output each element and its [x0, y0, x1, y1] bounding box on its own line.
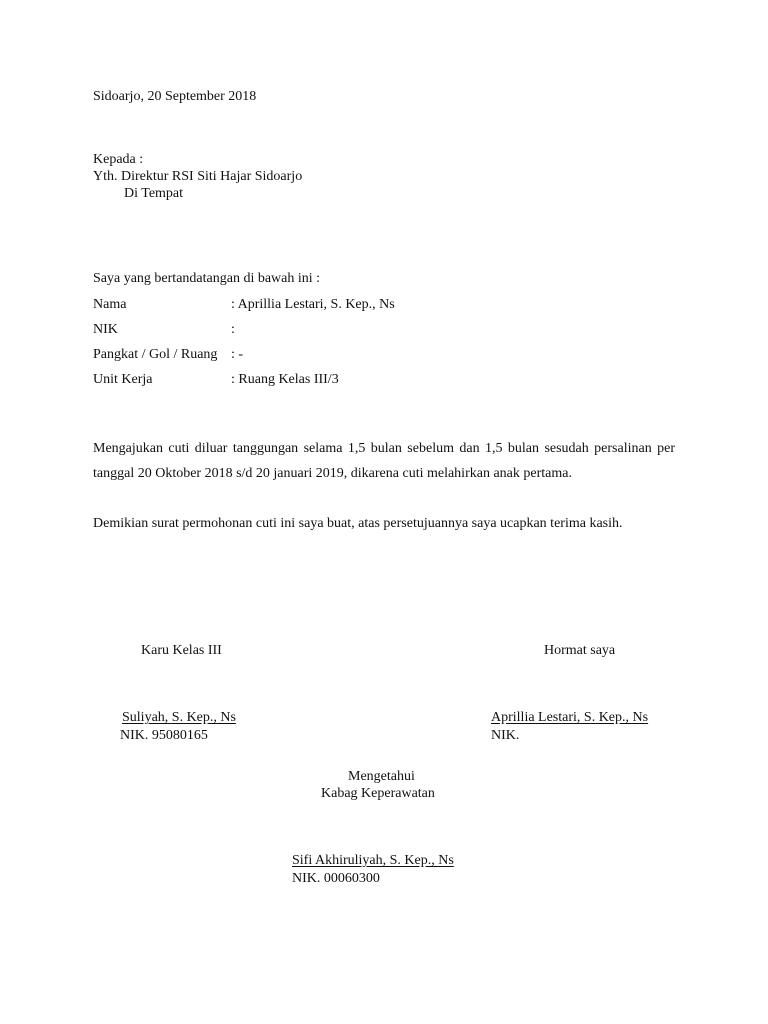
field-label-pangkat: Pangkat / Gol / Ruang	[93, 347, 218, 362]
field-value-nik: :	[231, 322, 235, 337]
signature-center-name: Sifi Akhiruliyah, S. Kep., Ns	[292, 853, 454, 868]
signature-left-name: Suliyah, S. Kep., Ns	[122, 710, 236, 725]
signature-left-nik: NIK. 95080165	[120, 728, 208, 743]
signature-center-line2: Kabag Keperawatan	[321, 786, 435, 801]
field-value-nama: : Aprillia Lestari, S. Kep., Ns	[231, 297, 395, 312]
place-date: Sidoarjo, 20 September 2018	[93, 89, 257, 104]
recipient-yth: Yth. Direktur RSI Siti Hajar Sidoarjo	[93, 169, 303, 184]
signature-right-title: Hormat saya	[544, 643, 616, 658]
signature-center-line1: Mengetahui	[348, 769, 415, 784]
body-paragraph-1: Mengajukan cuti diluar tanggungan selama 1,5 bulan sebelum dan 1,5 bulan sesudah persalinan per tanggal 20 Oktober 2018 s/d 20 januari 2019, dikarena cuti melahirkan anak pertama.	[93, 441, 675, 481]
intro-line: Saya yang bertandatangan di bawah ini :	[93, 271, 321, 286]
field-label-nama: Nama	[93, 297, 127, 312]
recipient-kepada: Kepada :	[93, 152, 144, 167]
signature-right-name: Aprillia Lestari, S. Kep., Ns	[491, 710, 649, 725]
body-paragraph-2: Demikian surat permohonan cuti ini saya buat, atas persetujuannya saya ucapkan terima kasih.	[93, 516, 623, 531]
field-value-pangkat: : -	[231, 347, 244, 362]
signature-right-nik: NIK.	[491, 728, 520, 743]
field-label-unit-kerja: Unit Kerja	[93, 372, 153, 387]
recipient-di-tempat: Di Tempat	[124, 186, 184, 201]
field-label-nik: NIK	[93, 322, 118, 337]
signature-left-title: Karu Kelas III	[141, 643, 222, 658]
field-value-unit-kerja: : Ruang Kelas III/3	[231, 372, 339, 387]
signature-center-nik: NIK. 00060300	[292, 871, 380, 886]
